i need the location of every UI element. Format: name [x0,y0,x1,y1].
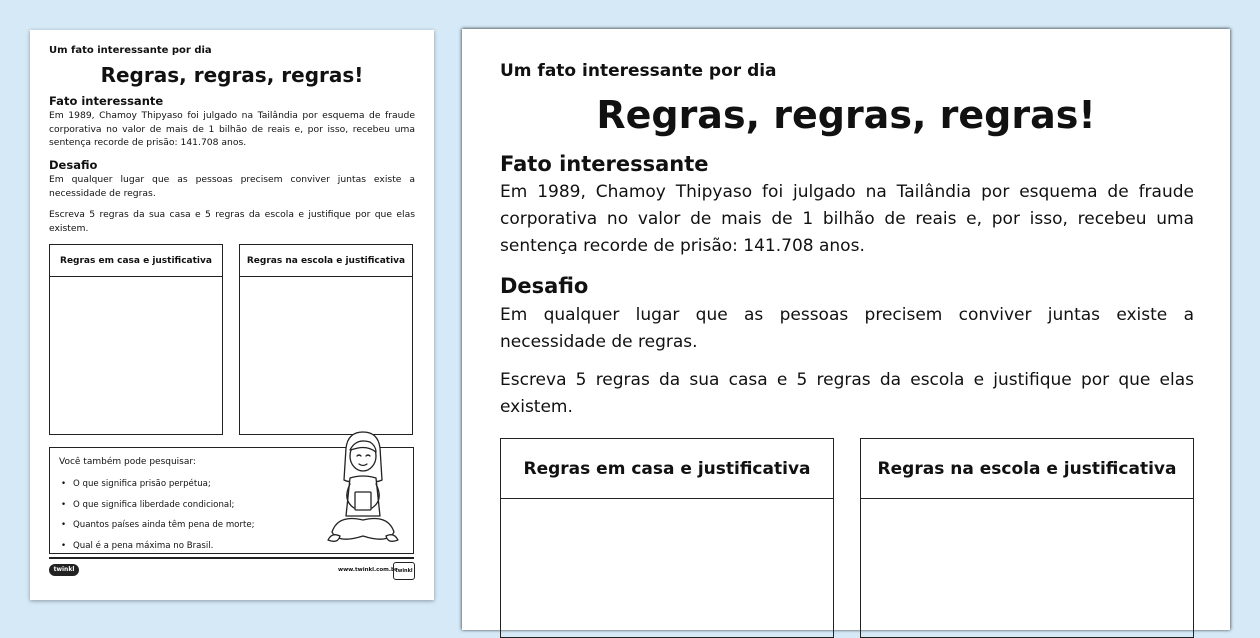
list-item: • O que significa prisão perpétua; [59,474,255,495]
challenge-text-1: Em qualquer lugar que as pessoas precisem conviver juntas existe a necessidade de regras. [500,305,1194,352]
school-rules-header: Regras na escola e justificativa [240,245,412,277]
page-title: Regras, regras, regras! [596,93,1096,137]
challenge-text-2: Escreva 5 regras da sua casa e 5 regras da escola e justifique por que elas existem. [49,209,415,234]
worksheet-zoom-page [462,29,1230,630]
home-rules-header: Regras em casa e justificativa [501,439,833,499]
worksheet-preview-page [30,30,434,600]
brand-badge-icon: twinkl [393,562,415,580]
fact-text: Em 1989, Chamoy Thipyaso foi julgado na Tailândia por esquema de fraude corporativa no valor de mais de 1 bilhão de reais e, por isso, recebeu uma sentença recorde de prisão: 141.708 anos. [49,110,415,148]
home-rules-box[interactable] [500,438,834,638]
list-item: • Quantos países ainda têm pena de morte; [59,515,255,536]
page-title: Regras, regras, regras! [100,63,364,87]
challenge-heading: Desafio [49,158,98,172]
school-rules-box[interactable] [239,244,413,435]
eyebrow-text: Um fato interessante por dia [500,61,777,81]
fact-heading: Fato interessante [49,94,164,108]
eyebrow-text: Um fato interessante por dia [49,45,212,56]
school-rules-box[interactable] [860,438,1194,638]
challenge-text-2: Escreva 5 regras da sua casa e 5 regras da escola e justifique por que elas existem. [500,370,1194,417]
research-list [59,474,255,556]
home-rules-box[interactable] [49,244,223,435]
footer-divider [49,557,414,559]
list-item: • Qual é a pena máxima no Brasil. [59,536,255,557]
reading-girl-illustration [318,428,408,556]
fact-heading: Fato interessante [500,152,709,176]
home-rules-header: Regras em casa e justificativa [50,245,222,277]
list-item: • O que significa liberdade condicional; [59,495,255,516]
research-title: Você também pode pesquisar: [59,457,196,467]
fact-text: Em 1989, Chamoy Thipyaso foi julgado na Tailândia por esquema de fraude corporativa no valor de mais de 1 bilhão de reais e, por isso, recebeu uma sentença recorde de prisão: 141.708 anos. [500,182,1194,256]
school-rules-header: Regras na escola e justificativa [861,439,1193,499]
footer-url: www.twinkl.com.br [338,567,398,573]
challenge-heading: Desafio [500,274,589,298]
brand-logo: twinkl [49,564,79,576]
challenge-text-1: Em qualquer lugar que as pessoas precisem conviver juntas existe a necessidade de regras. [49,174,415,199]
